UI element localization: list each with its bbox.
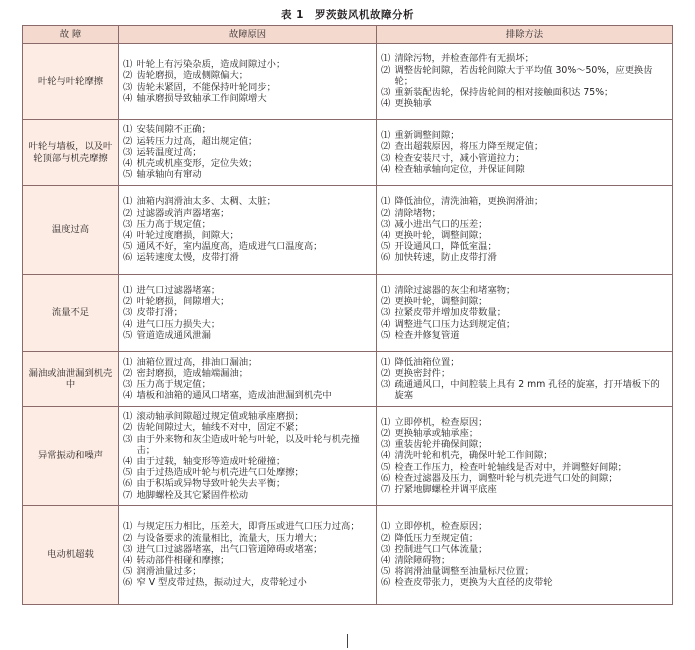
cause-item-number: ⑵ bbox=[123, 422, 133, 434]
fix-item-number: ⑵ bbox=[381, 367, 391, 379]
cause-item bbox=[123, 307, 372, 318]
fix-item-text: 开设通风口，降低室温； bbox=[394, 241, 497, 253]
fix-item-text: 降低油位，清洗油箱，更换润滑油； bbox=[394, 196, 544, 208]
fix-item-number: ⑸ bbox=[381, 241, 391, 253]
fix-item-text: 调整进气口压力达到规定值； bbox=[394, 318, 516, 330]
fix-item-number: ⑶ bbox=[381, 543, 391, 555]
fix-item bbox=[381, 533, 668, 544]
page-divider-mark bbox=[347, 634, 348, 648]
fault-cell: 叶轮与叶轮摩擦 bbox=[23, 44, 119, 120]
cause-item bbox=[123, 390, 372, 401]
fix-item-text: 清除污物，并检查部件有无损坏； bbox=[394, 53, 534, 65]
cause-item-text: 压力高于规定值； bbox=[136, 218, 211, 230]
fix-item bbox=[381, 208, 668, 219]
cause-item-number: ⑷ bbox=[123, 456, 133, 467]
fix-item bbox=[381, 439, 668, 450]
cause-item-text: 齿轮磨损，造成侧隙偏大； bbox=[136, 70, 249, 82]
fix-item bbox=[381, 285, 668, 296]
fix-item-number: ⑵ bbox=[381, 64, 391, 76]
fix-item-text: 将润滑油量调整至油量标尺位置； bbox=[394, 566, 534, 578]
fix-item-number: ⑴ bbox=[381, 521, 391, 533]
fix-item bbox=[381, 462, 668, 473]
cause-item-text: 过滤器或消声器堵塞； bbox=[136, 207, 230, 219]
cause-item-text: 密封磨损，造成轴端漏油； bbox=[136, 367, 249, 379]
fix-item-text: 立即停机，检查原因； bbox=[394, 521, 488, 533]
cause-item-text: 运转压力过高，超出规定值； bbox=[136, 135, 258, 147]
fix-item-number: ⑸ bbox=[381, 329, 391, 341]
cause-item-text: 由于过热造成叶轮与机壳进气口处摩擦； bbox=[136, 467, 304, 479]
cause-item-text: 安装间隙不正确； bbox=[136, 124, 211, 136]
cause-item-number: ⑷ bbox=[123, 318, 133, 330]
cause-item-text: 管道造成通风泄漏 bbox=[136, 329, 211, 341]
cause-item-text: 齿轮间隙过大，轴线不对中，固定不紧； bbox=[136, 422, 304, 434]
cause-item-number: ⑴ bbox=[123, 356, 133, 368]
cause-item-text: 机壳或机座变形，定位失效； bbox=[136, 158, 258, 170]
fix-item bbox=[381, 164, 668, 175]
cause-item-number: ⑴ bbox=[123, 411, 133, 423]
fix-cell bbox=[377, 44, 673, 120]
fix-item-number: ⑶ bbox=[381, 439, 391, 451]
cause-item-number: ⑴ bbox=[123, 284, 133, 296]
header-fix: 排除方法 bbox=[377, 26, 673, 44]
fix-item bbox=[381, 230, 668, 241]
fix-item-number: ⑴ bbox=[381, 416, 391, 428]
header-fault: 故 障 bbox=[23, 26, 119, 44]
fix-item-number: ⑷ bbox=[381, 163, 391, 175]
fix-item-number: ⑵ bbox=[381, 207, 391, 219]
cause-item bbox=[123, 158, 372, 169]
cause-item bbox=[123, 59, 372, 70]
fix-item-number: ⑷ bbox=[381, 230, 391, 241]
cause-item bbox=[123, 124, 372, 135]
cause-cell bbox=[119, 407, 377, 506]
fix-item bbox=[381, 368, 668, 379]
fault-cell: 温度过高 bbox=[23, 186, 119, 275]
fix-item-number: ⑵ bbox=[381, 427, 391, 439]
cause-item bbox=[123, 566, 372, 577]
fix-item-text: 减小进出气口的压差； bbox=[394, 218, 488, 230]
cause-item bbox=[123, 533, 372, 544]
cause-item-number: ⑸ bbox=[123, 241, 133, 253]
cause-item-number: ⑴ bbox=[123, 521, 133, 533]
fix-item-text: 疏通通风口，中间腔装上具有 2 mm 孔径的旋塞，打开墙板下的旋塞 bbox=[394, 379, 660, 402]
fix-item bbox=[381, 450, 668, 461]
fix-item-text: 重新装配齿轮，保持齿轮间的相对接触面积达 75%； bbox=[394, 87, 614, 99]
cause-cell bbox=[119, 120, 377, 186]
cause-item-number: ⑶ bbox=[123, 146, 133, 158]
fix-cell bbox=[377, 506, 673, 605]
cause-item-text: 由于过载，轴变形等造成叶轮碰撞； bbox=[136, 456, 286, 467]
fix-item-text: 检查并修复管道 bbox=[394, 329, 460, 341]
cause-item-text: 与规定压力相比，压差大，即背压或进气口压力过高； bbox=[136, 521, 360, 533]
cause-item-text: 地脚螺栓及其它紧固件松动 bbox=[136, 489, 249, 501]
fix-item-text: 检查轴承轴向定位，并保证间隙 bbox=[394, 163, 525, 175]
fix-item-text: 检查皮带张力，更换为大直径的皮带轮 bbox=[394, 577, 553, 589]
cause-item bbox=[123, 555, 372, 566]
fix-item bbox=[381, 330, 668, 341]
cause-item-number: ⑷ bbox=[123, 158, 133, 170]
cause-item-text: 叶轮磨损，间隙增大； bbox=[136, 296, 230, 308]
cause-item-number: ⑶ bbox=[123, 433, 133, 445]
fix-item-number: ⑹ bbox=[381, 472, 391, 484]
cause-item bbox=[123, 252, 372, 263]
cause-item bbox=[123, 208, 372, 219]
cause-item-text: 压力高于规定值； bbox=[136, 379, 211, 390]
cause-item bbox=[123, 456, 372, 467]
cause-item-number: ⑵ bbox=[123, 207, 133, 219]
cause-cell bbox=[119, 186, 377, 275]
cause-item-number: ⑸ bbox=[123, 169, 133, 181]
fix-item-text: 更换轴承或轴承座； bbox=[394, 427, 479, 439]
fix-item-text: 更换密封件； bbox=[394, 367, 451, 379]
cause-item-text: 滚动轴承间隙超过规定值或轴承座磨损； bbox=[136, 411, 304, 423]
cause-item bbox=[123, 241, 372, 252]
cause-item-number: ⑷ bbox=[123, 555, 133, 566]
fix-item bbox=[381, 319, 668, 330]
cause-item-number: ⑵ bbox=[123, 70, 133, 82]
header-cause: 故障原因 bbox=[119, 26, 377, 44]
fix-cell bbox=[377, 275, 673, 352]
cause-item-text: 由于外来物和灰尘造成叶轮与叶轮，以及叶轮与机壳撞击； bbox=[136, 433, 360, 456]
fix-item-text: 调整齿轮间隙，若齿轮间隙大于平均值 30%～50%，应更换齿轮； bbox=[394, 64, 653, 87]
cause-item-number: ⑸ bbox=[123, 566, 133, 578]
fix-item-text: 清除障碍物； bbox=[394, 555, 451, 566]
cause-item-number: ⑸ bbox=[123, 329, 133, 341]
fix-item-text: 查出超载原因，将压力降至规定值； bbox=[394, 141, 544, 153]
cause-item-text: 由于积垢或异物导致叶轮失去平衡； bbox=[136, 478, 286, 490]
cause-item bbox=[123, 230, 372, 241]
cause-item bbox=[123, 357, 372, 368]
fix-item-text: 检查工作压力，检查叶轮轴线是否对中，并调整好间隙； bbox=[394, 461, 627, 473]
fix-item-number: ⑶ bbox=[381, 218, 391, 230]
fix-item-number: ⑷ bbox=[381, 318, 391, 330]
cause-item-text: 皮带打滑； bbox=[136, 307, 183, 319]
cause-item bbox=[123, 434, 372, 456]
cause-item bbox=[123, 330, 372, 341]
cause-item bbox=[123, 285, 372, 296]
fix-item-number: ⑷ bbox=[381, 555, 391, 566]
fix-item bbox=[381, 577, 668, 588]
fix-item-number: ⑵ bbox=[381, 532, 391, 544]
cause-item-number: ⑹ bbox=[123, 577, 133, 589]
fix-item-number: ⑴ bbox=[381, 130, 391, 142]
fix-item bbox=[381, 65, 668, 87]
cause-item-text: 运转温度过高； bbox=[136, 146, 202, 158]
cause-item-number: ⑶ bbox=[123, 543, 133, 555]
fix-item-number: ⑺ bbox=[381, 484, 391, 495]
fix-item-number: ⑶ bbox=[381, 307, 391, 319]
cause-item-number: ⑷ bbox=[123, 230, 133, 241]
fix-item-text: 更换轴承 bbox=[394, 98, 432, 110]
fix-item bbox=[381, 296, 668, 307]
cause-item-text: 进气口过滤器堵塞； bbox=[136, 284, 221, 296]
cause-item bbox=[123, 296, 372, 307]
cause-item-number: ⑺ bbox=[123, 489, 133, 501]
fix-item-number: ⑹ bbox=[381, 577, 391, 589]
cause-item bbox=[123, 219, 372, 230]
fix-item-text: 重新调整间隙； bbox=[394, 130, 460, 142]
fix-item-text: 降低压力至规定值； bbox=[394, 532, 479, 544]
cause-item bbox=[123, 577, 372, 588]
fix-item-number: ⑶ bbox=[381, 87, 391, 99]
fix-item bbox=[381, 196, 668, 207]
fix-item-text: 更换叶轮，调整间隙； bbox=[394, 296, 488, 308]
fix-item-number: ⑶ bbox=[381, 152, 391, 164]
fix-item-number: ⑷ bbox=[381, 98, 391, 110]
fix-item-text: 加快转速，防止皮带打滑 bbox=[394, 252, 497, 264]
fix-item bbox=[381, 521, 668, 532]
cause-item bbox=[123, 478, 372, 489]
cause-item-number: ⑹ bbox=[123, 252, 133, 264]
fault-analysis-table-wrapper bbox=[22, 25, 672, 605]
fix-item bbox=[381, 241, 668, 252]
table-row bbox=[23, 275, 673, 352]
cause-item bbox=[123, 82, 372, 93]
cause-item-text: 润滑油量过多； bbox=[136, 566, 202, 578]
cause-item-text: 齿轮未紧固，不能保持叶轮同步； bbox=[136, 81, 276, 93]
cause-item-number: ⑸ bbox=[123, 467, 133, 479]
table-caption: 表 1 罗茨鼓风机故障分析 bbox=[281, 9, 414, 21]
table-row bbox=[23, 120, 673, 186]
fix-item bbox=[381, 141, 668, 152]
cause-item-text: 轴承磨损导致轴承工作间隙增大 bbox=[136, 92, 267, 104]
cause-item-text: 转动部件相碰和摩擦； bbox=[136, 555, 230, 566]
fault-cell: 电动机超载 bbox=[23, 506, 119, 605]
cause-item bbox=[123, 490, 372, 501]
fix-item bbox=[381, 307, 668, 318]
fix-item-text: 重装齿轮并确保间隙； bbox=[394, 439, 488, 451]
cause-item-text: 与设备要求的流量相比，流量大，压力增大； bbox=[136, 532, 323, 544]
fix-item bbox=[381, 53, 668, 64]
fault-cell: 异常振动和噪声 bbox=[23, 407, 119, 506]
fix-item-text: 清除过滤器的灰尘和堵塞物； bbox=[394, 284, 516, 296]
cause-item-number: ⑶ bbox=[123, 379, 133, 390]
fix-cell bbox=[377, 120, 673, 186]
cause-item-number: ⑵ bbox=[123, 296, 133, 308]
fix-item bbox=[381, 544, 668, 555]
cause-item-text: 进气口过滤器堵塞，出气口管道障碍或堵塞； bbox=[136, 543, 323, 555]
fix-item-number: ⑴ bbox=[381, 356, 391, 368]
fix-item-number: ⑴ bbox=[381, 196, 391, 208]
fix-item bbox=[381, 98, 668, 109]
cause-item-number: ⑶ bbox=[123, 81, 133, 93]
cause-item bbox=[123, 422, 372, 433]
fix-item-text: 清除堵物； bbox=[394, 207, 441, 219]
fix-item-text: 拉紧皮带并增加皮带数量； bbox=[394, 307, 507, 319]
fix-item bbox=[381, 87, 668, 98]
fix-item-number: ⑵ bbox=[381, 296, 391, 308]
fix-item bbox=[381, 417, 668, 428]
cause-item-number: ⑵ bbox=[123, 367, 133, 379]
table-row bbox=[23, 506, 673, 605]
fix-item bbox=[381, 130, 668, 141]
fault-analysis-table bbox=[22, 25, 673, 605]
fix-cell bbox=[377, 407, 673, 506]
fault-cell: 叶轮与墙板，以及叶轮顶部与机壳摩擦 bbox=[23, 120, 119, 186]
cause-item bbox=[123, 319, 372, 330]
table-row bbox=[23, 352, 673, 407]
table-header-row bbox=[23, 26, 673, 44]
fix-item-number: ⑴ bbox=[381, 284, 391, 296]
fault-cell: 漏油或油泄漏到机壳中 bbox=[23, 352, 119, 407]
cause-item bbox=[123, 136, 372, 147]
fix-item-number: ⑴ bbox=[381, 53, 391, 65]
cause-item-number: ⑷ bbox=[123, 390, 133, 402]
cause-item-text: 窄 V 型皮带过热，振动过大，皮带轮过小 bbox=[136, 577, 307, 589]
fix-item-text: 拧紧地脚螺栓并调平底座 bbox=[394, 484, 497, 495]
cause-item bbox=[123, 467, 372, 478]
cause-item bbox=[123, 521, 372, 532]
fix-item-text: 立即停机，检查原因； bbox=[394, 416, 488, 428]
cause-item-text: 叶轮上有污染杂质，造成间隙过小； bbox=[136, 59, 286, 71]
cause-item-number: ⑹ bbox=[123, 478, 133, 490]
cause-item-number: ⑶ bbox=[123, 218, 133, 230]
fix-item-text: 控制进气口气体流量； bbox=[394, 543, 488, 555]
fault-cell: 流量不足 bbox=[23, 275, 119, 352]
fix-item-number: ⑷ bbox=[381, 450, 391, 462]
fix-item bbox=[381, 428, 668, 439]
cause-cell bbox=[119, 275, 377, 352]
cause-item bbox=[123, 379, 372, 390]
cause-item bbox=[123, 147, 372, 158]
cause-item-text: 叶轮过度磨损，间隙大； bbox=[136, 230, 239, 241]
cause-item-text: 通风不好，室内温度高，造成进气口温度高； bbox=[136, 241, 323, 253]
fix-item bbox=[381, 379, 668, 401]
fix-item bbox=[381, 219, 668, 230]
cause-item-text: 轴承轴向有窜动 bbox=[136, 169, 202, 181]
fix-item-number: ⑸ bbox=[381, 461, 391, 473]
cause-item-text: 墙板和油箱的通风口堵塞，造成油泄漏到机壳中 bbox=[136, 390, 332, 402]
table-row bbox=[23, 44, 673, 120]
cause-item bbox=[123, 544, 372, 555]
cause-item bbox=[123, 196, 372, 207]
cause-item-number: ⑴ bbox=[123, 124, 133, 136]
fix-cell bbox=[377, 352, 673, 407]
cause-cell bbox=[119, 352, 377, 407]
cause-item-number: ⑷ bbox=[123, 92, 133, 104]
fix-item bbox=[381, 357, 668, 368]
fix-item-text: 更换叶轮，调整间隙； bbox=[394, 230, 488, 241]
cause-item-text: 进气口压力损失大； bbox=[136, 318, 221, 330]
cause-item bbox=[123, 411, 372, 422]
cause-item-number: ⑴ bbox=[123, 59, 133, 71]
cause-item-text: 运转速度太慢，皮带打滑 bbox=[136, 252, 239, 264]
cause-item-number: ⑴ bbox=[123, 196, 133, 208]
cause-item-number: ⑵ bbox=[123, 135, 133, 147]
table-body bbox=[23, 44, 673, 605]
fix-item-text: 降低油箱位置； bbox=[394, 356, 460, 368]
fix-item-number: ⑹ bbox=[381, 252, 391, 264]
cause-item-text: 油箱内润滑油太多、太稠、太脏； bbox=[136, 196, 276, 208]
cause-item bbox=[123, 93, 372, 104]
cause-item-number: ⑶ bbox=[123, 307, 133, 319]
cause-item bbox=[123, 169, 372, 180]
fix-item bbox=[381, 555, 668, 566]
cause-cell bbox=[119, 506, 377, 605]
fix-item-text: 检查过滤器及压力，调整叶轮与机壳进气口处的间隙； bbox=[394, 472, 618, 484]
cause-cell bbox=[119, 44, 377, 120]
fix-item-text: 清洗叶轮和机壳，确保叶轮工作间隙； bbox=[394, 450, 553, 462]
fix-item-text: 检查安装尺寸，减小管道拉力； bbox=[394, 152, 525, 164]
cause-item bbox=[123, 70, 372, 81]
fix-item bbox=[381, 473, 668, 484]
fix-item-number: ⑶ bbox=[381, 379, 391, 390]
fix-item bbox=[381, 153, 668, 164]
fix-item bbox=[381, 566, 668, 577]
table-row bbox=[23, 407, 673, 506]
fix-item bbox=[381, 484, 668, 495]
cause-item-text: 油箱位置过高，排油口漏油； bbox=[136, 356, 258, 368]
fix-cell bbox=[377, 186, 673, 275]
fix-item-number: ⑸ bbox=[381, 566, 391, 578]
fix-item bbox=[381, 252, 668, 263]
cause-item-number: ⑵ bbox=[123, 532, 133, 544]
table-row bbox=[23, 186, 673, 275]
cause-item bbox=[123, 368, 372, 379]
fix-item-number: ⑵ bbox=[381, 141, 391, 153]
